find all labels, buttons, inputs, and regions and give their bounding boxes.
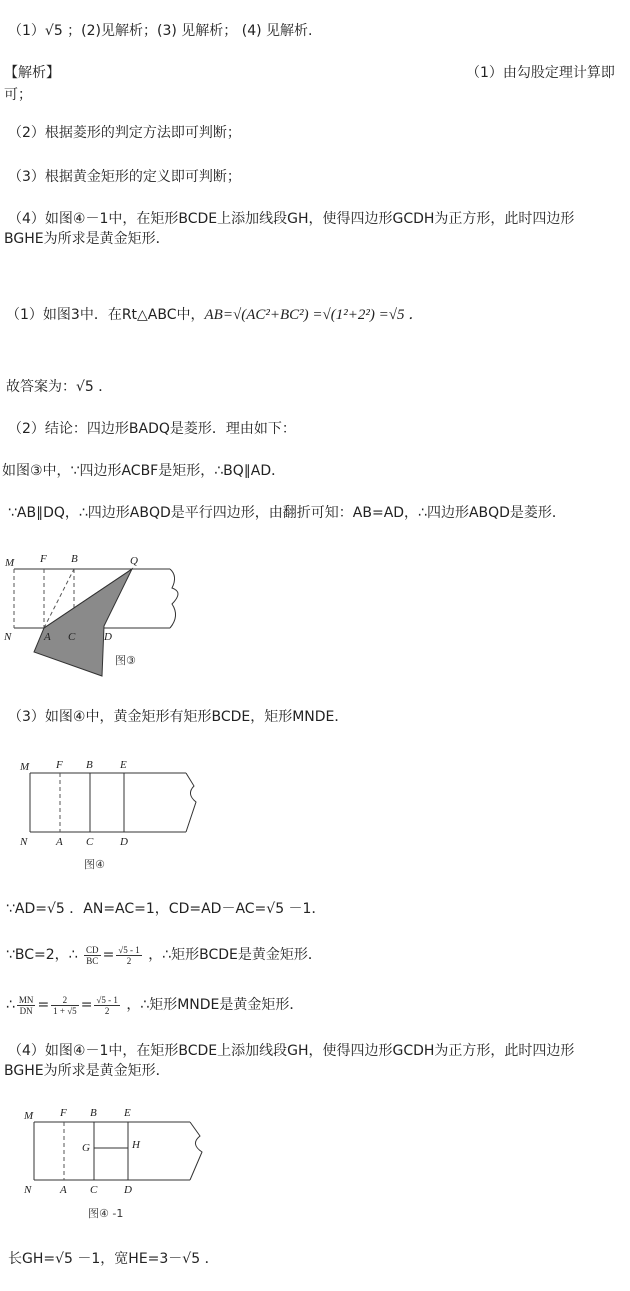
- fraction-denominator: 2: [104, 1005, 110, 1016]
- solution1-formula: AB=√(AC²+BC²) =√(1²+2²) =√5 ．: [204, 307, 424, 323]
- analysis-part2: （2）根据菱形的判定方法即可判断；: [8, 125, 241, 141]
- fig41-label-d: D: [124, 1184, 132, 1196]
- fig4-label-n: N: [20, 836, 28, 848]
- fig3-label-m: M: [5, 557, 15, 569]
- fig3-label-d: D: [104, 631, 112, 643]
- fraction-denominator: 1 + √5: [53, 1005, 77, 1016]
- solution3-line2: ∵AD=√5 ．AN=AC=1，CD=AD－AC=√5 －1．: [6, 901, 326, 917]
- fig3-label-c: C: [68, 631, 76, 643]
- fraction-two-over: [51, 995, 79, 1016]
- solution2-line1: （2）结论：四边形BADQ是菱形．理由如下：: [8, 421, 296, 437]
- fraction-denominator: BC: [86, 955, 99, 966]
- analysis-heading: 【解析】: [4, 65, 60, 81]
- solution3-line4-end: ，∴矩形MNDE是黄金矩形．: [126, 997, 304, 1013]
- fraction-numerator: √5 - 1: [96, 994, 118, 1005]
- solution3-line4: [6, 992, 303, 1018]
- fig4-label-b: B: [86, 759, 93, 771]
- solution3-line3-end: ，∴矩形BCDE是黄金矩形．: [148, 947, 322, 963]
- fig3-label-q: Q: [130, 555, 138, 567]
- solution3-line3: [6, 942, 322, 968]
- fig41-label-a: A: [60, 1184, 67, 1196]
- equals-sign: =: [102, 947, 115, 963]
- fig4-label-f: F: [56, 759, 63, 771]
- fig41-label-c: C: [90, 1184, 98, 1196]
- fig4-caption: 图④: [84, 858, 105, 871]
- fraction-golden: [116, 945, 141, 966]
- fraction-numerator: MN: [18, 994, 34, 1005]
- solution4-line1: （4）如图④－1中，在矩形BCDE上添加线段GH，使得四边形GCDH为正方形，此时四边形: [8, 1043, 575, 1059]
- fig41-label-h: H: [132, 1139, 140, 1151]
- analysis-part3: （3）根据黄金矩形的定义即可判断；: [8, 169, 241, 185]
- solution3-line1: （3）如图④中，黄金矩形有矩形BCDE，矩形MNDE．: [8, 709, 349, 725]
- fig4-label-d: D: [120, 836, 128, 848]
- fraction-numerator: 2: [51, 995, 79, 1006]
- fig3-label-f: F: [40, 553, 47, 565]
- fig41-label-b: B: [90, 1107, 97, 1119]
- final-line: 长GH=√5 －1，宽HE=3－√5 ．: [8, 1251, 219, 1267]
- fig41-label-g: G: [82, 1142, 90, 1154]
- fraction-numerator: CD: [86, 944, 99, 955]
- fig41-label-e: E: [124, 1107, 131, 1119]
- solution4-line2: BGHE为所求是黄金矩形．: [4, 1063, 170, 1079]
- fraction-cd-bc: [84, 945, 101, 966]
- fig41-label-m: M: [24, 1110, 34, 1122]
- fraction-denominator: DN: [19, 1005, 33, 1016]
- analysis-part4-line1: （4）如图④－1中，在矩形BCDE上添加线段GH，使得四边形GCDH为正方形，此时四边形: [8, 211, 575, 227]
- fig4-label-c: C: [86, 836, 94, 848]
- analysis-part4-line2: BGHE为所求是黄金矩形．: [4, 231, 170, 247]
- figure-4: [10, 750, 210, 880]
- fig41-caption: 图④ -1: [88, 1207, 124, 1220]
- solution2-line2: 如图③中，∵四边形ACBF是矩形，∴BQ∥AD．: [2, 463, 286, 479]
- solution1-prefix: （1）如图3中．在Rt△ABC中，: [6, 307, 205, 323]
- fraction-mn-dn: [17, 995, 36, 1016]
- figure-3: [0, 548, 200, 678]
- solution3-line4-start: ∴: [6, 997, 15, 1013]
- solution1-answer: 故答案为：√5 ．: [6, 379, 113, 395]
- solution3-line3-start: ∵BC=2，∴: [6, 947, 78, 963]
- answer-line: （1）√5 ；(2)见解析；(3) 见解析； (4) 见解析.: [8, 23, 313, 39]
- analysis-part1-cont: 可；: [4, 87, 32, 103]
- fig4-label-m: M: [20, 761, 30, 773]
- solution2-line3: ∵AB∥DQ，∴四边形ABQD是平行四边形，由翻折可知：AB=AD，∴四边形ABQD是菱形．: [8, 505, 566, 521]
- solution1-line: [6, 306, 423, 324]
- fig3-label-b: B: [71, 553, 78, 565]
- fig4-label-a: A: [56, 836, 63, 848]
- fig3-label-n: N: [4, 631, 12, 643]
- analysis-part1: （1）由勾股定理计算即: [466, 65, 615, 81]
- fraction-golden-2: [94, 995, 119, 1016]
- fraction-numerator: √5 - 1: [118, 944, 140, 955]
- fig4-label-e: E: [120, 759, 127, 771]
- fig3-caption: 图③: [115, 654, 136, 667]
- equals-sign: =: [37, 997, 50, 1013]
- figure-4-1: [14, 1100, 214, 1230]
- fraction-denominator: 2: [126, 955, 132, 966]
- fig41-label-n: N: [24, 1184, 32, 1196]
- equals-sign: =: [80, 997, 93, 1013]
- fig41-label-f: F: [60, 1107, 67, 1119]
- fig3-label-a: A: [44, 631, 51, 643]
